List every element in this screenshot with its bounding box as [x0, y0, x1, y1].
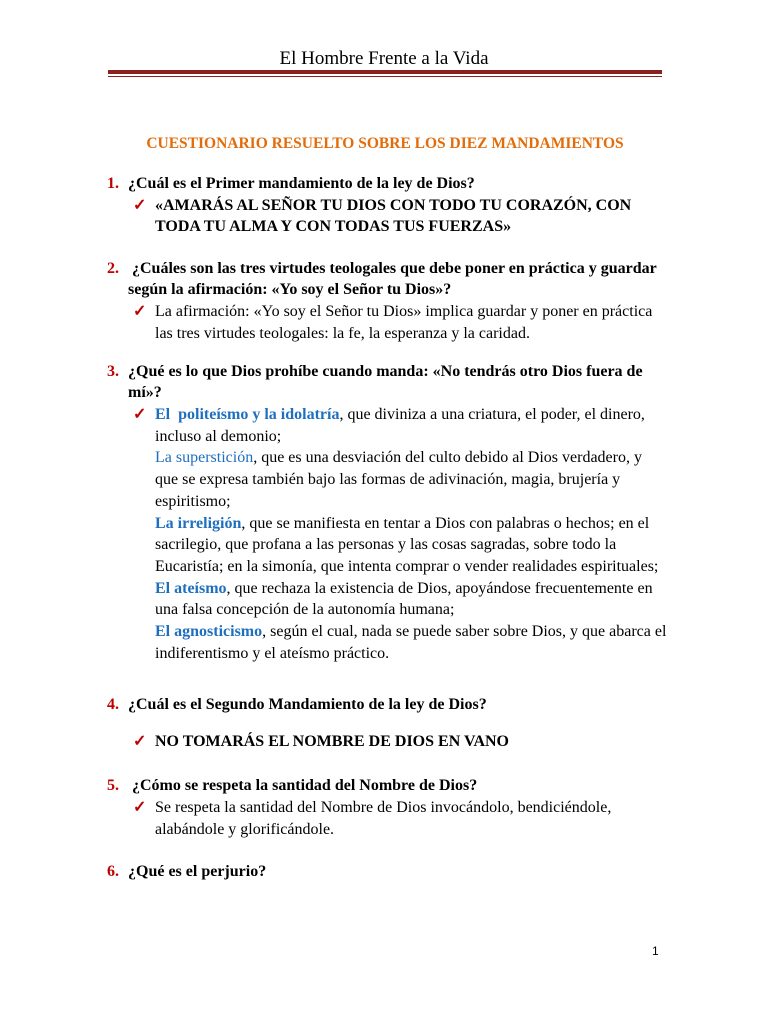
question-6 — [107, 861, 667, 882]
answer-item — [155, 447, 667, 512]
question-text: ¿Cómo se respeta la santidad del Nombre de Dios? — [128, 777, 478, 794]
answer-item — [155, 621, 667, 664]
item-text: , que es una desviación del culto debido al Dios verdadero, y que se expresa también bajo las formas de adivinación, magia, brujería y espiritismo; — [155, 449, 642, 510]
answer-item — [155, 513, 667, 578]
question-text: ¿Cuáles son las tres virtudes teologales que debe poner en práctica y guardar según la afirmación: «Yo soy el Señor tu Dios»? — [128, 260, 669, 298]
answer — [133, 404, 667, 664]
question-4 — [107, 694, 667, 752]
question-2 — [107, 258, 667, 344]
answer-text: «AMARÁS AL SEÑOR TU DIOS CON TODO TU CORAZÓN, CON TODA TU ALMA Y CON TODAS TUS FUERZAS» — [155, 197, 632, 235]
item-text: , que rechaza la existencia de Dios, apoyándose frecuentemente en una falsa concepción de la autonomía humana; — [155, 579, 653, 619]
question-number: 3. — [107, 363, 119, 380]
answer — [133, 797, 667, 840]
question-text: ¿Cuál es el Primer mandamiento de la ley de Dios? — [128, 175, 475, 192]
item-text: , que se manifiesta en tentar a Dios con palabras o hechos; en el sacrilegio, que profana a las personas y las cosas sagradas, sobre todo la Eucaristía; en la simonía, que intenta comprar o vender realidades espirituales; — [155, 514, 659, 575]
question-number: 6. — [107, 863, 119, 880]
highlight-term: El agnosticismo — [155, 623, 263, 641]
question-text: ¿Cuál es el Segundo Mandamiento de la ley de Dios? — [128, 696, 487, 713]
check-icon: ✓ — [133, 197, 147, 214]
highlight-term: El politeísmo y la idolatría — [155, 406, 340, 423]
check-icon: ✓ — [133, 406, 147, 423]
highlight-term: El ateísmo — [155, 579, 227, 597]
answer-item — [155, 578, 667, 621]
answer-text — [155, 404, 667, 664]
answer-text: NO TOMARÁS EL NOMBRE DE DIOS EN VANO — [155, 733, 509, 750]
item-text: , según el cual, nada se puede saber sobre Dios, y que abarca el indiferentismo y el ateísmo práctico. — [155, 623, 667, 662]
page-header: El Hombre Frente a la Vida — [279, 48, 489, 69]
item-text: , que diviniza a una criatura, el poder, el dinero, incluso al demonio; — [155, 406, 645, 445]
check-icon: ✓ — [133, 733, 147, 750]
highlight-term: La irreligión — [155, 514, 242, 532]
answer — [133, 195, 667, 237]
question-number: 5. — [107, 777, 119, 794]
answer-text: La afirmación: «Yo soy el Señor tu Dios» implica guardar y poner en práctica las tres virtudes teologales: la fe, la esperanza y la caridad. — [155, 303, 653, 342]
page-number: 1 — [652, 944, 659, 958]
answer — [133, 731, 667, 752]
answer-item — [155, 404, 667, 447]
question-text: ¿Qué es lo que Dios prohíbe cuando manda: «No tendrás otro Dios fuera de mí»? — [128, 363, 643, 401]
answer-text: Se respeta la santidad del Nombre de Dios invocándolo, bendiciéndole, alabándole y glorificándole. — [155, 799, 612, 838]
header-rule-thin — [108, 76, 662, 77]
question-number: 4. — [107, 696, 119, 713]
question-number: 2. — [107, 260, 119, 277]
check-icon: ✓ — [133, 303, 147, 320]
question-1 — [107, 173, 667, 237]
header-rule-thick — [108, 70, 662, 74]
question-number: 1. — [107, 175, 119, 192]
check-icon: ✓ — [133, 799, 147, 816]
answer — [133, 301, 667, 344]
document-title: CUESTIONARIO RESUELTO SOBRE LOS DIEZ MANDAMIENTOS — [146, 135, 624, 152]
highlight-term: La superstición — [155, 449, 254, 467]
question-3 — [107, 361, 667, 664]
question-text: ¿Qué es el perjurio? — [128, 863, 267, 880]
question-5 — [107, 775, 667, 840]
